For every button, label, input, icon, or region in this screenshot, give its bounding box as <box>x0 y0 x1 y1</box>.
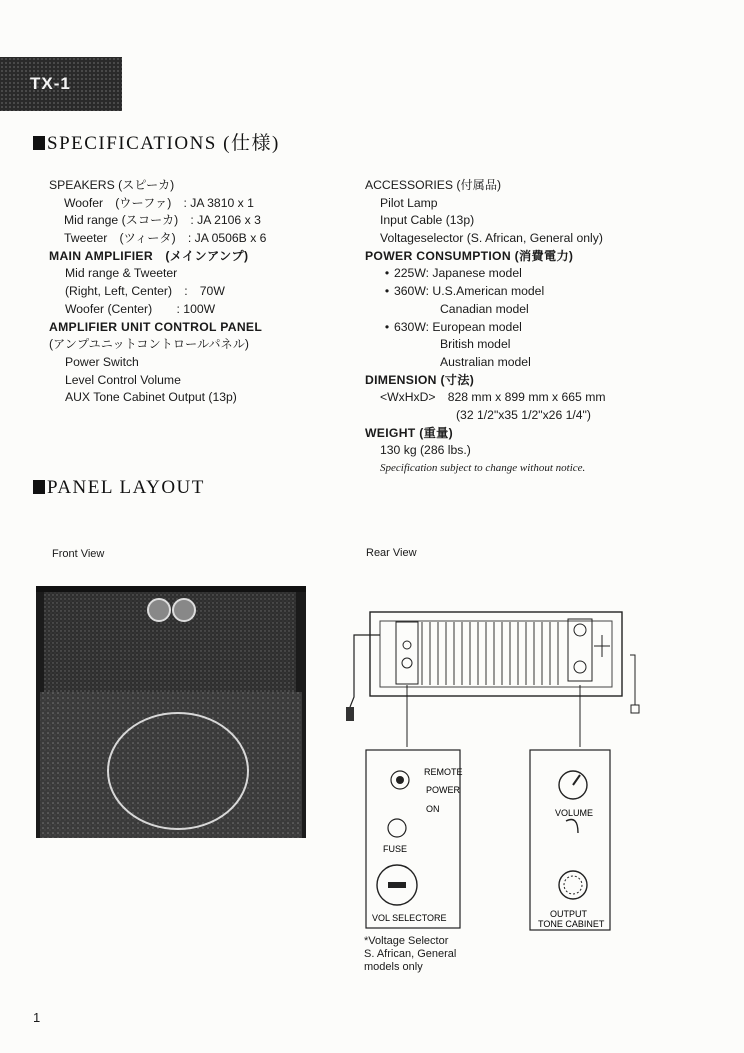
spec-pilot-lamp: Pilot Lamp <box>380 195 438 210</box>
label-on: ON <box>426 804 440 814</box>
label-remote: REMOTE <box>424 767 463 777</box>
spec-dim-metric: <WxHxD> 828 mm x 899 mm x 665 mm <box>380 390 606 405</box>
spec-australian: Australian model <box>440 354 531 369</box>
front-view-caption: Front View <box>52 548 105 560</box>
spec-dim-inch: (32 1/2"x35 1/2"x26 1/4") <box>456 407 591 422</box>
spec-input-cable: Input Cable (13p) <box>380 213 475 228</box>
footnote-line-3: models only <box>364 961 423 973</box>
rear-view-caption: Rear View <box>366 547 417 559</box>
spec-dimension: DIMENSION (寸法) <box>365 372 475 387</box>
voltage-footnote <box>364 935 456 974</box>
label-vol-selector: VOL SELECTORE <box>372 913 447 923</box>
panel-layout-heading: PANEL LAYOUT <box>33 477 205 499</box>
spec-speakers: SPEAKERS (スピーカ) <box>49 178 175 192</box>
label-fuse: FUSE <box>383 844 408 854</box>
footnote-line-2: S. African, General <box>364 948 457 960</box>
model-tag-text: TX-1 <box>30 74 71 93</box>
spec-tweeter: Tweeter (ツィータ) : JA 0506B x 6 <box>64 231 267 246</box>
heading-square-icon <box>33 480 45 494</box>
label-power: POWER <box>426 785 461 795</box>
label-volume: VOLUME <box>555 808 594 818</box>
spec-woofer-center-power: Woofer (Center) : 100W <box>65 301 216 316</box>
spec-weight: WEIGHT (重量) <box>365 425 453 440</box>
specs-right-column <box>365 177 606 478</box>
spec-british: British model <box>440 337 511 352</box>
spec-p360: • 360W: U.S.American model <box>365 283 606 301</box>
label-output: OUTPUT <box>550 909 587 919</box>
spec-midrange: Mid range (スコーカ) : JA 2106 x 3 <box>64 213 261 228</box>
spec-voltage-selector: Voltageselector (S. African, General only) <box>380 231 603 246</box>
spec-power-consumption: POWER CONSUMPTION (消費電力) <box>365 248 574 263</box>
front-view-photo <box>36 586 306 838</box>
spec-woofer: Woofer (ウーファ) : JA 3810 x 1 <box>64 195 254 210</box>
spec-weight-value: 130 kg (286 lbs.) <box>380 443 471 458</box>
spec-notice: Specification subject to change without notice. <box>380 462 586 474</box>
spec-canadian: Canadian model <box>440 301 529 316</box>
specs-left-column <box>49 177 266 407</box>
page-number: 1 <box>33 1010 41 1025</box>
spec-control-panel: AMPLIFIER UNIT CONTROL PANEL <box>49 319 263 334</box>
spec-aux-tone: AUX Tone Cabinet Output (13p) <box>65 390 237 405</box>
heading-square-icon <box>33 136 45 150</box>
model-tag <box>0 57 122 111</box>
label-tone-cabinet: TONE CABINET <box>538 919 605 929</box>
rear-view-diagram <box>340 595 660 940</box>
spec-control-panel-jp: (アンプユニットコントロールパネル) <box>49 337 249 352</box>
spec-mid-tweeter: Mid range & Tweeter <box>65 266 178 281</box>
footnote-line-1: *Voltage Selector <box>364 935 449 947</box>
spec-rlc-power: (Right, Left, Center) : 70W <box>65 284 225 299</box>
spec-accessories: ACCESSORIES (付属品) <box>365 178 502 192</box>
spec-p630: • 630W: European model <box>365 319 606 337</box>
spec-power-switch: Power Switch <box>65 354 139 369</box>
specifications-heading: SPECIFICATIONS (仕様) <box>33 128 280 155</box>
spec-p225: • 225W: Japanese model <box>365 265 606 283</box>
spec-main-amplifier: MAIN AMPLIFIER (メインアンプ) <box>49 248 249 263</box>
spec-level-control: Level Control Volume <box>65 372 181 387</box>
